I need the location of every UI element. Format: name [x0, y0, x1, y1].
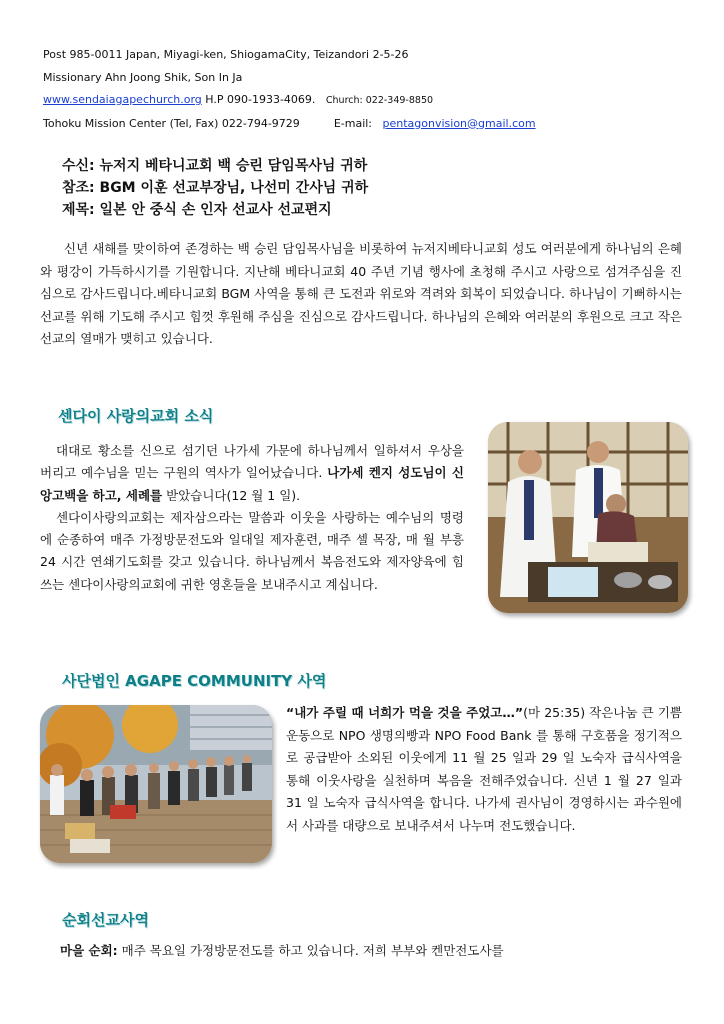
- recipient-line: 수신: 뉴저지 베타니교회 백 승린 담임목사님 귀하: [62, 158, 368, 174]
- church-activities-paragraph: 센다이사랑의교회는 제자삼으라는 말씀과 이웃을 사랑하는 예수님의 명령에 순종하여 매주 가정방문전도와 일대일 제자훈련, 매주 셀 목장, 매 월 부흥 24 시간 연쇄기도회를 갖고 있습니다. 하나님께서 복음전도와 제자양육에 힘쓰는 센다이사랑의교회에 귀한 영혼들을 보내주시고 계십니다.: [40, 509, 464, 592]
- agape-community-body: [286, 702, 682, 838]
- food-distribution-photo: [40, 705, 272, 863]
- church-news-body: [40, 440, 464, 596]
- section-title-church-news: 센다이 사랑의교회 소식: [58, 407, 214, 425]
- scripture-quote: “내가 주릴 때 너희가 먹을 것을 주었고…”: [286, 705, 524, 720]
- baptism-photo: [488, 422, 688, 613]
- baptism-paragraph: 대대로 황소를 신으로 섬기던 나가세 가문에 하나님께서 일하셔서 우상을 버리고 예수님을 믿는 구원의 역사가 일어났습니다. 나가세 켄지 성도님이 신앙고백을 하고, 세례를 받았습니다(12 월 1 일).: [40, 443, 465, 503]
- tohoku-line: [43, 113, 683, 136]
- church-phone: Church: 022-349-8850: [325, 95, 434, 106]
- baptism-highlight: 나가세 켄지 성도님이 신앙고백을 하고, 세례를: [40, 465, 465, 503]
- letterhead: [43, 44, 683, 135]
- baptism-photo-illustration: [488, 422, 688, 613]
- section-title-agape-community: 사단법인 AGAPE COMMUNITY 사역: [62, 672, 327, 690]
- itinerant-mission-body: [60, 940, 682, 962]
- tohoku-center: Tohoku Mission Center (Tel, Fax) 022-794-9729: [43, 116, 300, 130]
- section-title-itinerant-mission: 순회선교사역: [62, 911, 149, 929]
- intro-paragraph: 신년 새해를 맞이하여 존경하는 백 승린 담임목사님을 비롯하여 뉴저지베타니교회 성도 여러분에게 하나님의 은혜와 평강이 가득하시기를 기원합니다. 지난해 베타니교회 40 주년 기념 행사에 초청해 주시고 사랑으로 섬겨주심을 진심으로 감사드립니다.베타니교회 BGM 사역을 통해 큰 도전과 위로와 격려와 회복이 되었습니다. 하나님이 기뻐하시는 선교를 위해 기도해 주시고 힘껏 후원해 주심을 진심으로 감사드립니다. 하나님의 은혜와 여러분의 후원으로 크고 작은 선교의 열매가 맺히고 있습니다.: [40, 241, 682, 347]
- agape-community-text: 작은나눔 큰 기쁨 운동으로 NPO 생명의빵과 NPO Food Bank 를 통해 구호품을 정기적으로 공급받아 소외된 이웃에게 11 월 25 일과 29 일 노숙자 급식사역을 통해 이웃사랑을 실천하며 복음을 전해주었습니다. 신년 1 월 27 일과 31 일 노숙자 급식사역을 합니다. 나가세 권사님이 경영하시는 과수원에서 사과를 대량으로 보내주셔서 나누며 전도했습니다.: [286, 705, 683, 833]
- hp-number: H.P 090-1933-4069.: [201, 93, 316, 106]
- village-visit-text: 매주 목요일 가정방문전도를 하고 있습니다. 저희 부부와 켄만전도사를: [117, 943, 504, 958]
- email-label: E-mail:: [333, 116, 373, 130]
- village-visit-label: 마을 순회:: [60, 943, 118, 958]
- food-distribution-illustration: [40, 705, 272, 863]
- missionary-line: Missionary Ahn Joong Shik, Son In Ja: [43, 70, 243, 84]
- contact-line: [43, 89, 683, 113]
- reference-block: [62, 155, 368, 221]
- subject-line: 제목: 일본 안 중식 손 인자 선교사 선교편지: [62, 202, 332, 218]
- cc-line: 참조: BGM 이훈 선교부장님, 나선미 간사님 귀하: [62, 180, 369, 196]
- address-line: Post 985-0011 Japan, Miyagi-ken, ShiogamaCity, Teizandori 2-5-26: [43, 48, 409, 61]
- email-link[interactable]: pentagonvision@gmail.com: [382, 116, 536, 130]
- website-link[interactable]: www.sendaiagapechurch.org: [43, 93, 202, 106]
- scripture-reference: (마 25:35): [523, 705, 586, 720]
